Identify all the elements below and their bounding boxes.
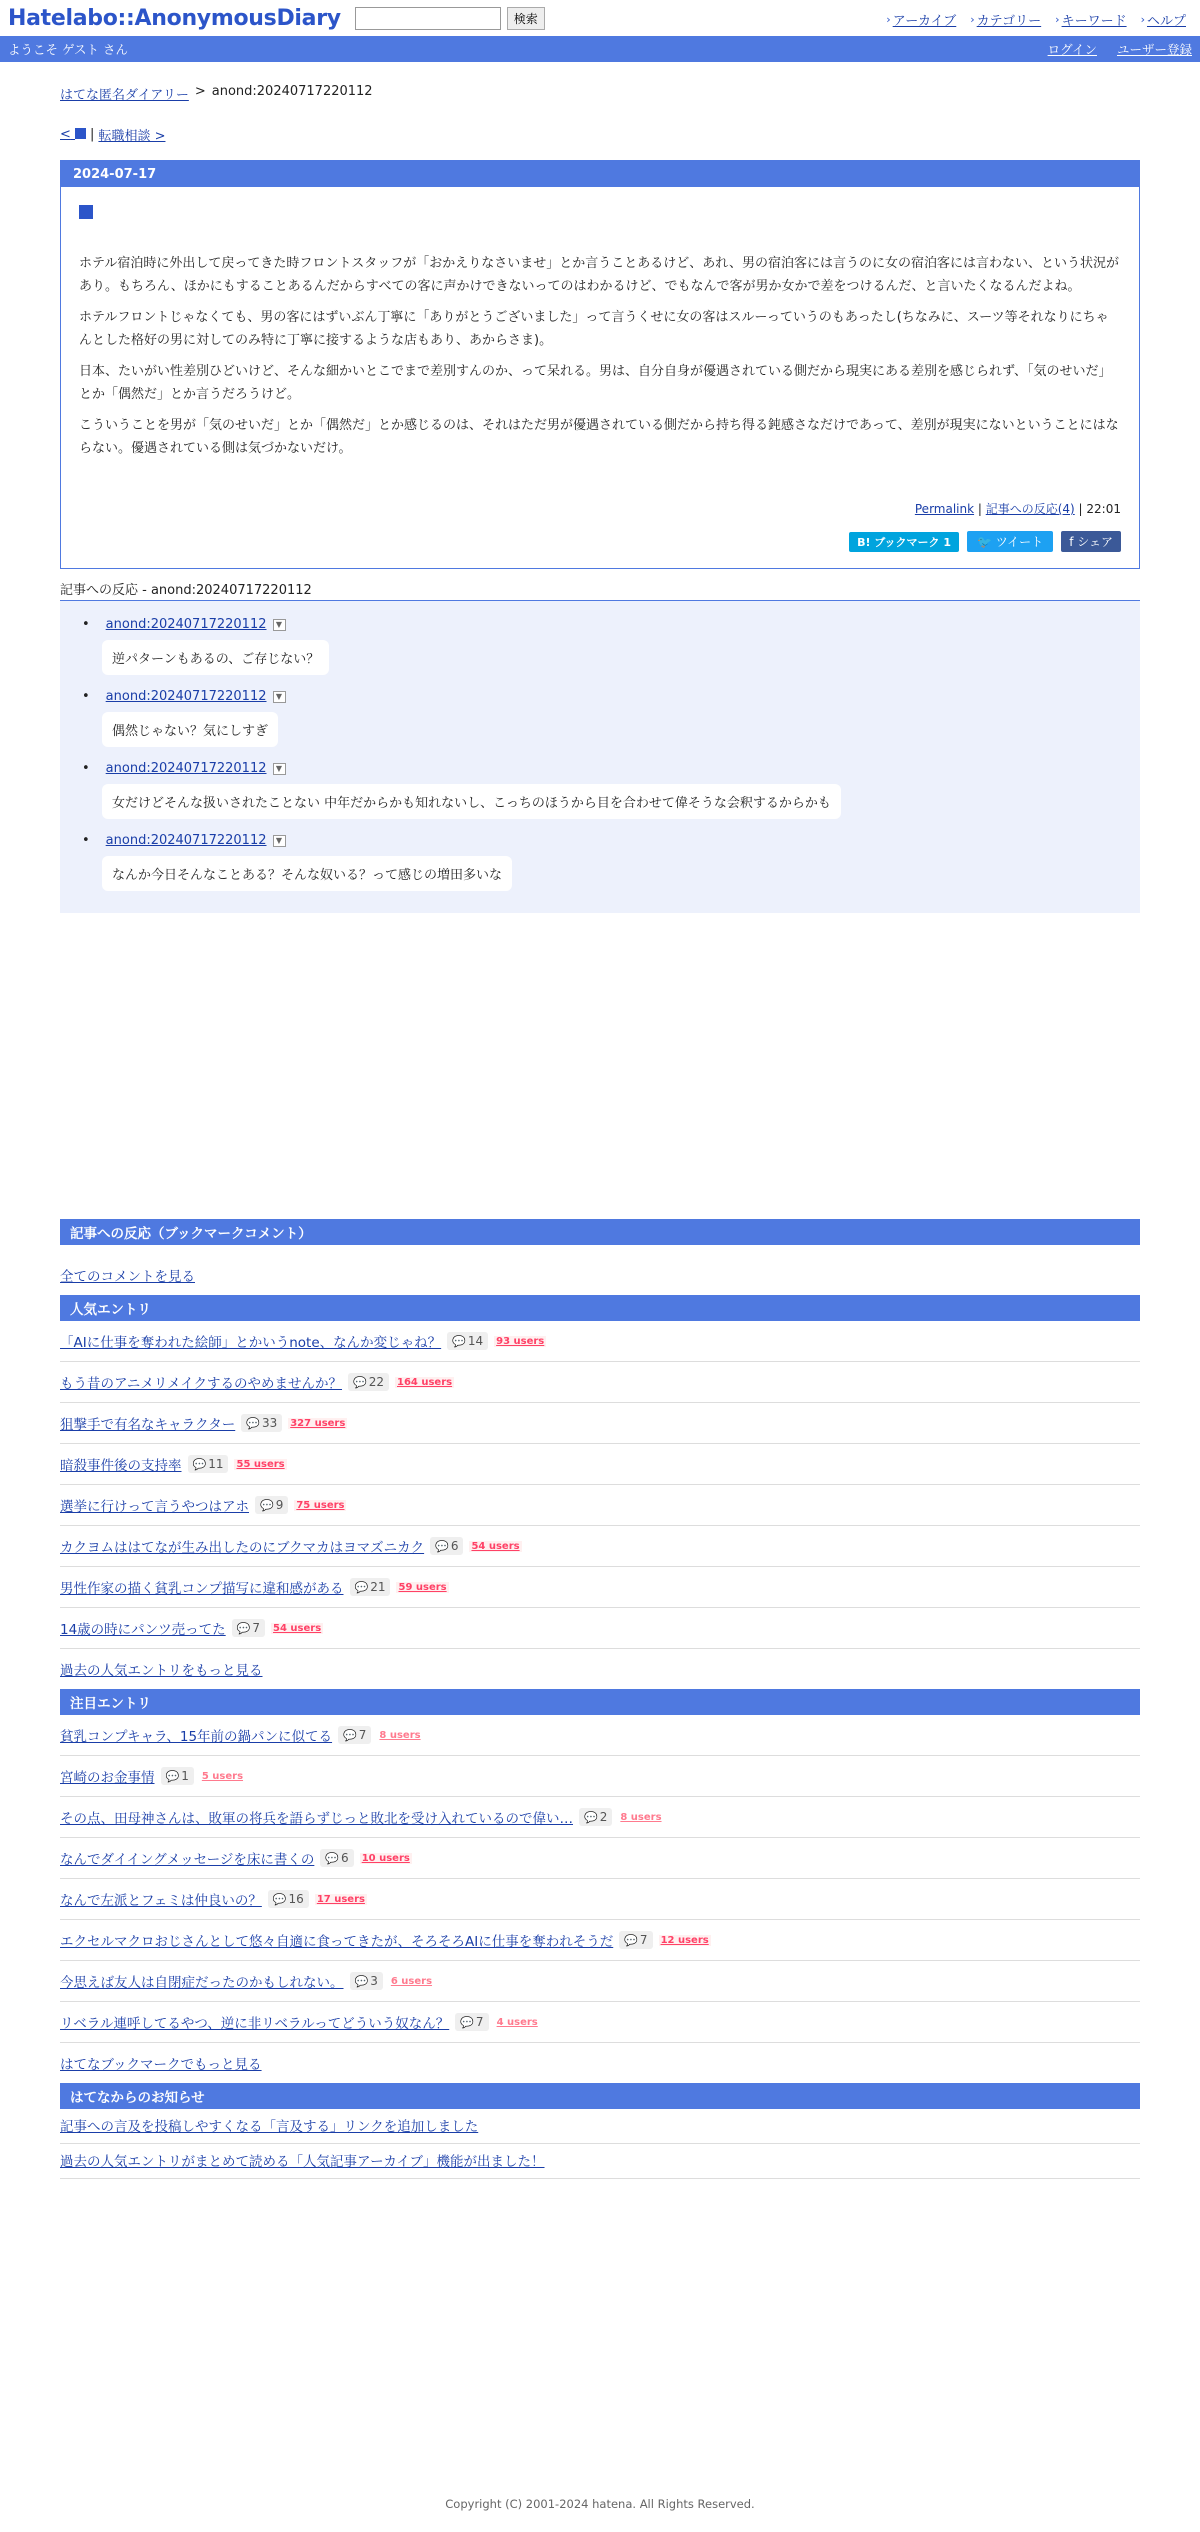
- notices-header: はてなからのお知らせ: [60, 2083, 1140, 2109]
- list-item: [60, 1321, 1140, 1362]
- search-form: [355, 7, 545, 30]
- reply-text: 逆パターンもあるの、ご存じない？: [102, 640, 329, 675]
- list-item: [60, 1797, 1140, 1838]
- article-paragraph: ホテルフロントじゃなくても、男の客にはずいぶん丁寧に「ありがとうございました」って言うくせに女の客はスルーっていうのもあったし(ちなみに、スーツ等それなりにちゃんとした格好の男に対してのみ特に丁寧に接するような店もあり、あからさま)。: [79, 310, 1109, 348]
- top-nav: [886, 10, 1186, 29]
- users-badge[interactable]: 93 users: [496, 1335, 545, 1347]
- list-item: [60, 2002, 1140, 2043]
- pager: [60, 125, 1140, 144]
- main-content: [60, 84, 1140, 2179]
- comment-icon: 💬: [325, 1851, 340, 1865]
- article-box: [60, 160, 1140, 569]
- article-body: [61, 187, 1139, 568]
- twitter-icon: 🐦: [977, 535, 996, 549]
- list-item: [60, 1756, 1140, 1797]
- welcome-text: ようこそ ゲスト さん: [8, 42, 128, 57]
- article-time: 22:01: [1086, 502, 1121, 516]
- list-item: [60, 1838, 1140, 1879]
- bookmark-button[interactable]: B! ブックマーク 1: [849, 532, 959, 552]
- reply-item: [102, 833, 1140, 891]
- entry-link[interactable]: 「AIに仕事を奪われた絵師」とかいうnote、なんか変じゃね？: [60, 1335, 442, 1351]
- chevron-right-icon: ›: [970, 13, 975, 26]
- copyright: Copyright (C) 2001-2024 hatena. All Rights Reserved.: [445, 2497, 755, 2511]
- nav-archive-link[interactable]: アーカイブ: [892, 14, 957, 29]
- users-badge[interactable]: 5 users: [201, 1770, 244, 1782]
- square-icon: [75, 128, 86, 139]
- comment-icon: 💬: [192, 1457, 207, 1471]
- expand-toggle-icon[interactable]: ▼: [273, 691, 286, 703]
- users-badge[interactable]: 75 users: [296, 1499, 345, 1511]
- nav-help-link[interactable]: ヘルプ: [1146, 14, 1186, 29]
- section-link[interactable]: [79, 205, 1121, 222]
- article-paragraph: こういうことを男が「気のせいだ」とか「偶然だ」とか感じるのは、それはただ男が優遇されている側だから持ち得る鈍感さなだけであって、差別が現実にないということにはならない。優遇されている側は気づかないだけ。: [79, 418, 1119, 456]
- entry-link[interactable]: 今思えば友人は自閉症だったのかもしれない。: [60, 1975, 344, 1991]
- chevron-right-icon: ›: [1140, 13, 1145, 26]
- featured-entries-header: 注目エントリ: [60, 1689, 1140, 1715]
- reply-item: [102, 617, 1140, 675]
- users-badge[interactable]: 55 users: [236, 1458, 285, 1470]
- comment-icon: 💬: [246, 1416, 260, 1430]
- comment-count[interactable]: 💬 9: [255, 1496, 288, 1514]
- entry-link[interactable]: その点、田母神さんは、敗軍の将兵を語らずじっと敗北を受け入れているので偉い…: [60, 1811, 573, 1827]
- comment-count[interactable]: 💬 16: [268, 1890, 309, 1908]
- users-badge[interactable]: 164 users: [397, 1376, 453, 1388]
- breadcrumb: [60, 84, 1140, 103]
- share-buttons: [79, 531, 1121, 552]
- welcome-bar: [0, 36, 1200, 62]
- next-entry-link[interactable]: 転職相談 >: [98, 129, 166, 144]
- featured-entries-list: [60, 1715, 1140, 2043]
- comment-count[interactable]: 💬 33: [241, 1414, 282, 1432]
- list-item: [60, 1920, 1140, 1961]
- comment-count[interactable]: 💬 6: [430, 1537, 463, 1555]
- comment-icon: 💬: [435, 1539, 449, 1553]
- comment-icon: 💬: [343, 1728, 357, 1742]
- reply-item: [102, 761, 1140, 819]
- comment-icon: 💬: [354, 1580, 369, 1594]
- comment-icon: 💬: [584, 1810, 598, 1824]
- article-paragraph: 日本、たいがい性差別ひどいけど、そんな細かいとこでまで差別すんのか、って呆れる。男は、自分自身が優遇されている側だから現実にある差別を感じられず、「気のせいだ」とか「偶然だ」とか言うだろうけど。: [79, 364, 1112, 402]
- comment-icon: 💬: [165, 1769, 180, 1783]
- popular-entries-header: 人気エントリ: [60, 1295, 1140, 1321]
- square-icon: [79, 205, 93, 219]
- notice-link[interactable]: 記事への言及を投稿しやすくなる「言及する」リンクを追加しました: [60, 2119, 479, 2135]
- users-badge[interactable]: 17 users: [316, 1893, 365, 1905]
- comment-icon: 💬: [460, 2015, 474, 2029]
- comment-count[interactable]: 💬 1: [161, 1767, 194, 1785]
- entry-link[interactable]: エクセルマクロおじさんとして悠々自適に食ってきたが、そろそろAIに仕事を奪われそうだ: [60, 1934, 614, 1950]
- comment-count[interactable]: 💬 21: [350, 1578, 391, 1596]
- featured-more-link[interactable]: はてなブックマークでもっと見る: [60, 2057, 262, 2073]
- nav-keyword-link[interactable]: キーワード: [1061, 14, 1127, 29]
- top-bar: [0, 0, 1200, 36]
- nav-archive[interactable]: [886, 10, 956, 29]
- entry-link[interactable]: 貧乳コンプキャラ、15年前の鍋パンに似てる: [60, 1729, 333, 1745]
- expand-toggle-icon[interactable]: ▼: [273, 835, 286, 847]
- entry-link[interactable]: なんで左派とフェミは仲良いの？: [60, 1893, 262, 1909]
- reply-link[interactable]: • anond:20240717220112: [105, 761, 267, 776]
- nav-category-link[interactable]: カテゴリー: [976, 14, 1042, 29]
- reply-item: [102, 689, 1140, 747]
- comment-count[interactable]: 💬 7: [455, 2013, 488, 2031]
- nav-category[interactable]: [970, 10, 1041, 29]
- search-button[interactable]: 検索: [507, 7, 545, 30]
- login-link[interactable]: ログイン: [1047, 42, 1097, 57]
- comment-count[interactable]: 💬 7: [232, 1619, 265, 1637]
- facebook-share-button[interactable]: f シェア: [1061, 531, 1121, 552]
- popular-more-link[interactable]: 過去の人気エントリをもっと見る: [60, 1663, 263, 1679]
- entry-link[interactable]: もう昔のアニメリメイクするのやめませんか？: [60, 1376, 343, 1392]
- reply-text: 偶然じゃない？気にしすぎ: [102, 712, 278, 747]
- reactions-link[interactable]: 記事への反応(4): [985, 502, 1075, 516]
- users-badge[interactable]: 8 users: [620, 1811, 662, 1823]
- nav-keyword[interactable]: [1055, 10, 1126, 29]
- comment-count[interactable]: 💬 7: [338, 1726, 371, 1744]
- list-item: [60, 1608, 1140, 1649]
- article-footer: Permalink | 記事への反応(4) | 22:01: [914, 502, 1121, 516]
- replies-list: [60, 601, 1140, 913]
- reply-link[interactable]: • anond:20240717220112: [105, 689, 267, 704]
- users-badge[interactable]: 54 users: [273, 1622, 322, 1634]
- entry-link[interactable]: 暗殺事件後の支持率: [60, 1458, 182, 1474]
- popular-entries-list: [60, 1321, 1140, 1649]
- comment-icon: 💬: [272, 1892, 287, 1906]
- comment-icon: 💬: [452, 1334, 466, 1348]
- facebook-icon: f: [1069, 535, 1078, 549]
- permalink-link[interactable]: Permalink: [914, 502, 975, 516]
- register-link[interactable]: ユーザー登録: [1116, 42, 1192, 57]
- users-badge[interactable]: 10 users: [361, 1852, 410, 1864]
- pager-separator: |: [90, 127, 95, 142]
- replies-header: 記事への反応 - anond:20240717220112: [60, 579, 1140, 601]
- expand-toggle-icon[interactable]: ▼: [273, 619, 286, 631]
- all-comments-link[interactable]: 全てのコメントを見る: [60, 1269, 195, 1285]
- prev-entry-link[interactable]: <: [60, 127, 86, 142]
- list-item: [60, 1961, 1140, 2002]
- chevron-right-icon: ›: [886, 13, 891, 26]
- bookmark-comments-header: 記事への反応（ブックマークコメント）: [60, 1219, 1140, 1245]
- comment-count[interactable]: 💬 7: [619, 1931, 652, 1949]
- entry-link[interactable]: 男性作家の描く貧乳コンプ描写に違和感がある: [60, 1581, 344, 1597]
- comment-icon: 💬: [236, 1621, 251, 1635]
- users-badge[interactable]: 12 users: [660, 1934, 709, 1946]
- breadcrumb-separator: >: [194, 84, 206, 99]
- entry-link[interactable]: 14歳の時にパンツ売ってた: [60, 1622, 226, 1638]
- comment-count[interactable]: 💬 22: [348, 1373, 389, 1391]
- ad-space: [60, 913, 1140, 1219]
- comment-count[interactable]: 💬 11: [188, 1455, 229, 1473]
- list-item: [60, 1715, 1140, 1756]
- users-badge[interactable]: 327 users: [290, 1417, 346, 1429]
- comment-icon: 💬: [260, 1498, 274, 1512]
- notices-list: [60, 2109, 1140, 2179]
- users-badge[interactable]: 59 users: [398, 1581, 447, 1593]
- reply-link[interactable]: • anond:20240717220112: [105, 617, 267, 632]
- users-badge[interactable]: 54 users: [471, 1540, 520, 1552]
- reply-link[interactable]: • anond:20240717220112: [105, 833, 267, 848]
- list-item: [60, 1879, 1140, 1920]
- chevron-right-icon: ›: [1055, 13, 1060, 26]
- account-links: [1048, 40, 1192, 58]
- entry-link[interactable]: リベラル連呼してるやつ、逆に非リベラルってどういう奴なん？: [60, 2016, 450, 2032]
- tweet-button[interactable]: 🐦 ツイート: [967, 531, 1053, 552]
- list-item: [60, 1485, 1140, 1526]
- comment-icon: 💬: [353, 1375, 367, 1389]
- list-item: [60, 1526, 1140, 1567]
- entry-link[interactable]: 宮崎のお金事情: [60, 1770, 155, 1786]
- users-badge[interactable]: 8 users: [379, 1729, 421, 1741]
- nav-help[interactable]: [1141, 10, 1186, 29]
- list-item: [60, 1444, 1140, 1485]
- comment-count[interactable]: 💬 3: [350, 1972, 383, 1990]
- breadcrumb-root-link[interactable]: はてな匿名ダイアリー: [60, 88, 189, 103]
- list-item: [60, 1403, 1140, 1444]
- list-item: [60, 2109, 1140, 2144]
- comment-count[interactable]: 💬 2: [579, 1808, 612, 1826]
- entry-link[interactable]: 選挙に行けって言うやつはアホ: [60, 1499, 249, 1515]
- reply-text: 女だけどそんな扱いされたことない 中年だからかも知れないし、こっちのほうから目を合わせて偉そうな会釈するからかも: [102, 784, 841, 819]
- search-input[interactable]: [355, 7, 501, 30]
- article-paragraph: ホテル宿泊時に外出して戻ってきた時フロントスタッフが「おかえりなさいませ」とか言うことあるけど、あれ、男の宿泊客には言うのに女の宿泊客には言わない、という状況があり。もちろん、ほかにもすることあるんだからすべての客に声かけできないってのはわかるけど、でもなんで客が男か女かで差をつけるんだ、と言いたくなるんだよね。: [79, 256, 1120, 294]
- entry-link[interactable]: なんでダイイングメッセージを床に書くの: [60, 1852, 315, 1868]
- article-date: 2024-07-17: [61, 161, 1139, 187]
- users-badge[interactable]: 6 users: [390, 1975, 433, 1987]
- breadcrumb-current: anond:20240717220112: [211, 84, 373, 99]
- list-item: [60, 1567, 1140, 1608]
- list-item: [60, 1362, 1140, 1403]
- list-item: [60, 2144, 1140, 2179]
- entry-link[interactable]: 狙撃手で有名なキャラクター: [60, 1417, 236, 1433]
- reply-text: なんか今日そんなことある？そんな奴いる？って感じの増田多いな: [102, 856, 512, 891]
- site-logo[interactable]: Hatelabo::AnonymousDiary: [8, 5, 341, 31]
- comment-count[interactable]: 💬 6: [320, 1849, 353, 1867]
- comment-count[interactable]: 💬 14: [447, 1332, 488, 1350]
- comment-icon: 💬: [624, 1933, 638, 1947]
- expand-toggle-icon[interactable]: ▼: [273, 763, 286, 775]
- notice-link[interactable]: 過去の人気エントリがまとめて読める「人気記事アーカイブ」機能が出ました！: [60, 2154, 545, 2170]
- users-badge[interactable]: 4 users: [496, 2016, 538, 2028]
- entry-link[interactable]: カクヨムははてなが生み出したのにブクマカはヨマズニカク: [60, 1540, 425, 1556]
- comment-icon: 💬: [354, 1974, 369, 1988]
